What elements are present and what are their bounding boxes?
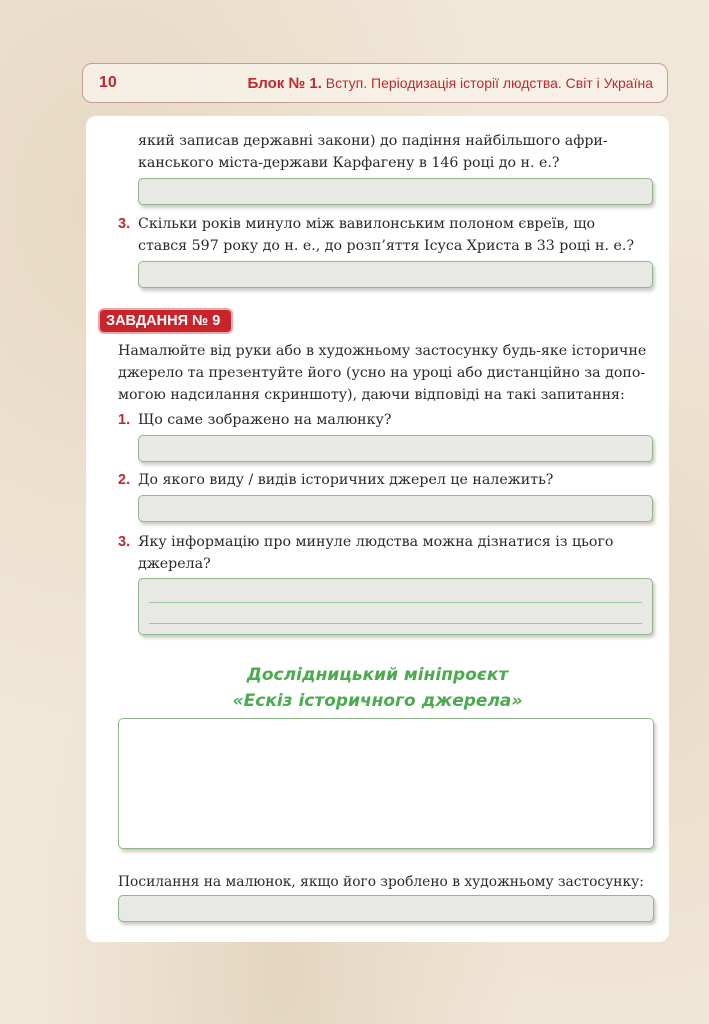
- answer-field-prev-q3[interactable]: [138, 261, 653, 288]
- question-3-number: 3.: [118, 216, 131, 232]
- page-number: 10: [99, 74, 117, 91]
- task-9-q3-line-1: Яку інформацію про минуле людства можна дізнатися із цього: [138, 534, 614, 550]
- question-2-line-1: який записав державні закони) до падіння найбільшого афри-: [138, 133, 608, 149]
- header-title: [248, 75, 653, 92]
- block-label: Блок № 1.: [247, 75, 322, 92]
- project-title-line-1: Дослідницький мініпроєкт: [246, 665, 509, 685]
- answer-line: [149, 623, 642, 624]
- task-9-q2-text: До якого виду / видів історичних джерел це належить?: [138, 472, 554, 488]
- link-input-field[interactable]: [118, 895, 654, 922]
- block-title: Вступ. Періодизація історії людства. Світ і Україна: [325, 75, 653, 91]
- question-3-text: [138, 213, 654, 257]
- question-2-line-2: канського міста-держави Карфагену в 146 році до н. е.?: [138, 155, 560, 171]
- sketch-area[interactable]: [118, 718, 654, 849]
- link-label: Посилання на малюнок, якщо його зроблено в художньому застосунку:: [118, 874, 644, 890]
- question-3-line-1: Скільки років минуло між вавилонським полоном євреїв, що: [138, 216, 596, 232]
- answer-field-q3[interactable]: [138, 578, 653, 635]
- answer-field-prev-q2[interactable]: [138, 178, 653, 205]
- task-9-q3-text: [138, 531, 654, 575]
- task-9-q2-number: 2.: [118, 472, 131, 488]
- task-badge: ЗАВДАННЯ № 9: [98, 308, 233, 334]
- question-2-continuation: [138, 130, 654, 174]
- task-9-q1-number: 1.: [118, 412, 131, 428]
- intro-line-3: могою надсилання скриншоту), даючи відповіді на такі запитання:: [118, 387, 625, 403]
- question-3-line-2: стався 597 року до н. е., до розп’яття Ісуса Христа в 33 році н. е.?: [138, 238, 635, 254]
- answer-line: [149, 602, 642, 603]
- answer-field-q2[interactable]: [138, 495, 653, 522]
- intro-line-1: Намалюйте від руки або в художньому застосунку будь-яке історичне: [118, 343, 647, 359]
- page-header: [82, 63, 668, 103]
- answer-field-q1[interactable]: [138, 435, 653, 462]
- intro-line-2: джерело та презентуйте його (усно на уроці або дистанційно за допо-: [118, 365, 646, 381]
- project-title-line-2: «Ескіз історичного джерела»: [232, 691, 523, 711]
- task-9-q1-text: Що саме зображено на малюнку?: [138, 412, 392, 428]
- task-9-q3-line-2: джерела?: [138, 556, 211, 572]
- task-9-q3-number: 3.: [118, 534, 131, 550]
- task-9-intro: [118, 340, 654, 406]
